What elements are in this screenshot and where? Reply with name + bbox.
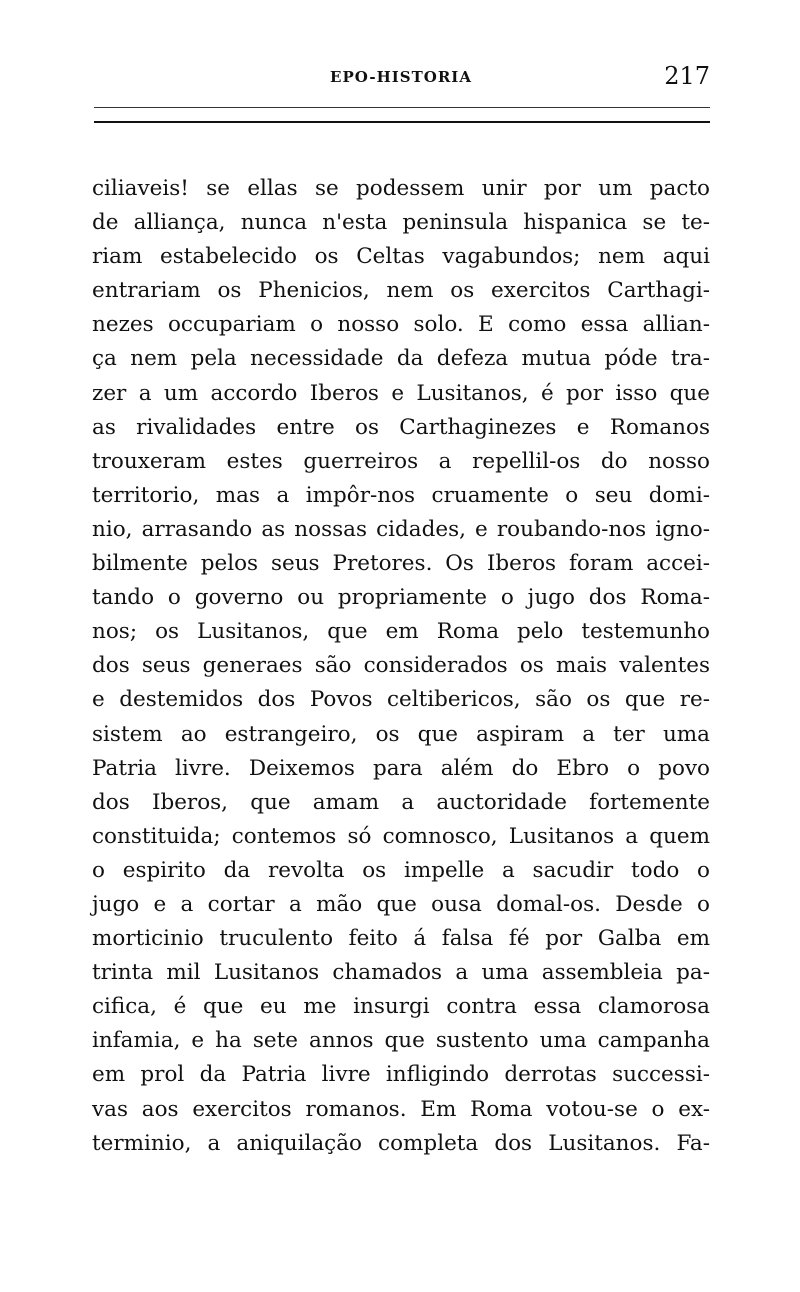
running-header	[92, 62, 710, 92]
header-rule-thick	[94, 121, 710, 123]
text-line: riam estabelecido os Celtas vagabundos; nem aqui	[92, 244, 710, 270]
text-line: nos; os Lusitanos, que em Roma pelo testemunho	[92, 619, 710, 645]
text-line: nio, arrasando as nossas cidades, e roubando-nos igno-	[92, 516, 710, 542]
text-line: tando o governo ou propriamente o jugo dos Roma-	[92, 585, 710, 611]
text-line: bilmente pelos seus Pretores. Os Iberos foram accei-	[92, 551, 710, 577]
page-number: 217	[664, 62, 710, 90]
text-line: Patria livre. Deixemos para além do Ebro o povo	[92, 755, 710, 781]
text-line: nezes occupariam o nosso solo. E como essa allian-	[92, 312, 710, 338]
text-line: de alliança, nunca n'esta peninsula hispanica se te-	[92, 210, 710, 236]
text-line: morticinio truculento feito á falsa fé por Galba em	[92, 926, 710, 952]
text-line: dos seus generaes são considerados os mais valentes	[92, 653, 710, 679]
text-line: ciliaveis! se ellas se podessem unir por um pacto	[92, 176, 710, 201]
text-line: sistem ao estrangeiro, os que aspiram a ter uma	[92, 721, 710, 747]
running-title: EPO-HISTORIA	[330, 68, 472, 86]
text-line: constituida; contemos só comnosco, Lusitanos a quem	[92, 823, 710, 849]
text-line: infamia, e ha sete annos que sustento uma campanha	[92, 1028, 710, 1054]
text-line: dos Iberos, que amam a auctoridade fortemente	[92, 789, 710, 815]
text-line: territorio, mas a impôr-nos cruamente o seu domi-	[92, 482, 710, 508]
body-text	[92, 172, 710, 1161]
text-line: as rivalidades entre os Carthaginezes e Romanos	[92, 414, 710, 440]
text-line: terminio, a aniquilação completa dos Lusitanos. Fa-	[92, 1130, 710, 1156]
text-line: em prol da Patria livre infligindo derrotas successi-	[92, 1062, 710, 1088]
text-line: zer a um accordo Iberos e Lusitanos, é por isso que	[92, 380, 710, 406]
text-line: o espirito da revolta os impelle a sacudir todo o	[92, 857, 710, 883]
text-line: trouxeram estes guerreiros a repellil-os do nosso	[92, 448, 710, 474]
text-line: vas aos exercitos romanos. Em Roma votou-se o ex-	[92, 1096, 710, 1122]
text-line: trinta mil Lusitanos chamados a uma assembleia pa-	[92, 960, 710, 986]
text-line: jugo e a cortar a mão que ousa domal-os. Desde o	[92, 891, 710, 917]
header-rule-thin	[94, 107, 710, 108]
text-line: cifica, é que eu me insurgi contra essa clamorosa	[92, 994, 710, 1020]
text-line: entrariam os Phenicios, nem os exercitos Carthagi-	[92, 278, 710, 304]
text-line: e destemidos dos Povos celtibericos, são os que re-	[92, 687, 710, 713]
text-line: ça nem pela necessidade da defeza mutua póde tra-	[92, 346, 710, 372]
